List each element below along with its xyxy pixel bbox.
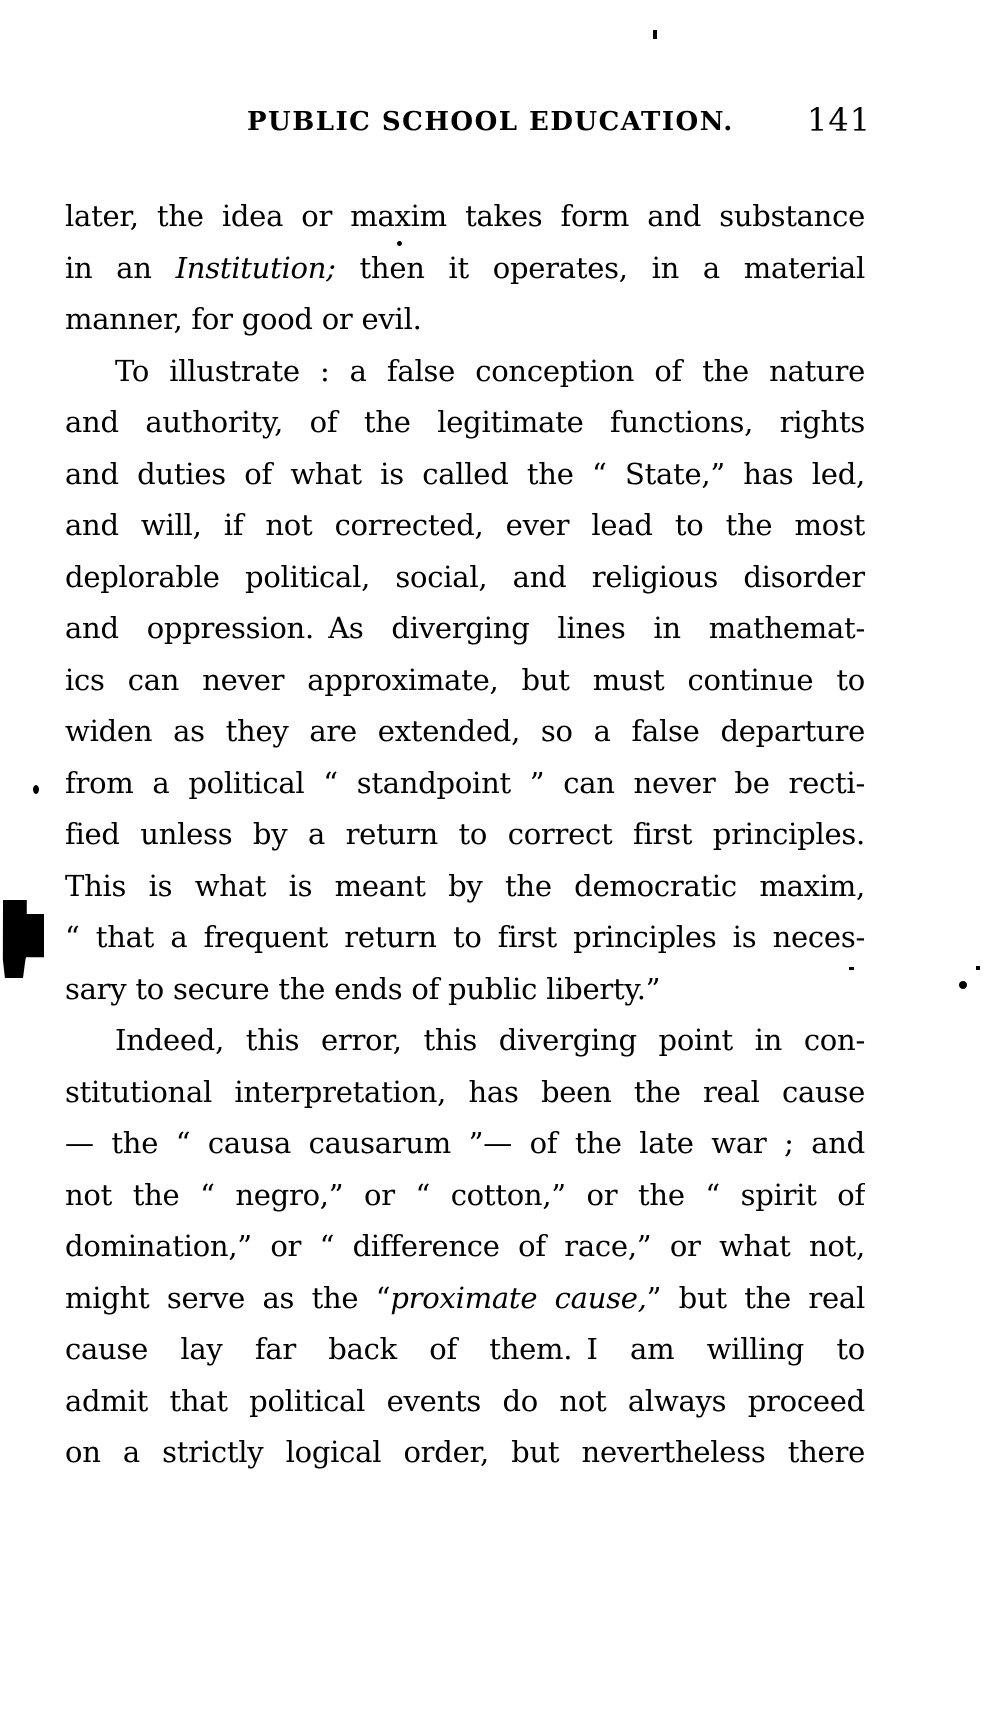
text-line [65,1273,865,1325]
text-line [65,706,865,758]
text-line [65,1376,865,1428]
text-line [65,1221,865,1273]
text-run: admit that political events do not always proceed [65,1383,865,1418]
text-line [65,1067,865,1119]
ink-speck-right-1 [849,967,854,970]
ink-blob-left-margin [2,898,44,978]
text-run: from a political “ standpoint ” can never be recti- [65,765,865,800]
text-line [65,861,865,913]
text-line [65,552,865,604]
text-run: and authority, of the legitimate functions, rights [65,405,865,439]
text-line [65,912,865,964]
text-line [65,449,865,501]
text-run: then it operates, in a material [335,250,865,285]
text-run: fied unless by a return to correct first principles. [65,817,865,851]
italic-text-run: Institution; [175,250,336,285]
text-run: To illustrate : a false conception of the nature [115,353,865,388]
text-run: widen as they are extended, so a false departure [65,714,865,748]
text-line [65,294,865,346]
text-run: sary to secure the ends of public liberty.” [65,971,661,1006]
running-head-title: PUBLIC SCHOOL EDUCATION. [247,107,734,137]
text-run: and oppression. As diverging lines in mathemat- [65,611,865,645]
italic-text-run: proximate cause, [390,1280,647,1315]
text-run: This is what is meant by the democratic maxim, [65,868,865,903]
text-run: might serve as the “ [65,1280,391,1315]
text-run: deplorable political, social, and religious disorder [65,559,865,594]
text-line [65,758,865,810]
ink-speck-right-2 [976,966,980,970]
text-line [65,1427,865,1479]
text-run: Indeed, this error, this diverging point in con- [115,1023,865,1057]
text-line [65,964,865,1016]
text-run: on a strictly logical order, but nevertheless there [65,1435,865,1469]
text-line [65,1170,865,1222]
ink-speck-top [653,30,657,39]
text-line [65,1324,865,1376]
page-number: 141 [807,101,872,139]
text-line [65,1015,865,1067]
text-run: not the “ negro,” or “ cotton,” or the “ spirit of [65,1177,865,1212]
text-line [65,500,865,552]
ink-speck-above-line2 [397,241,402,246]
text-run: domination,” or “ difference of race,” or what not, [65,1229,865,1263]
text-line [65,1118,865,1170]
body-text [65,191,865,1479]
text-line [65,191,865,243]
text-run: and duties of what is called the “ State,” has led, [65,456,865,491]
text-run: ” but the real [646,1280,865,1315]
text-run: “ that a frequent return to first principles is neces- [65,920,865,954]
text-run: ics can never approximate, but must continue to [65,662,865,697]
text-run: later, the idea or maxim takes form and substance [65,199,865,233]
ink-dot-right [959,981,967,989]
text-line [65,655,865,707]
text-run: cause lay far back of them. I am willing to [65,1332,865,1366]
text-run: stitutional interpretation, has been the real cause [65,1074,865,1109]
ink-speck-left-margin [33,785,39,794]
text-line [65,243,865,295]
text-line [65,809,865,861]
text-line [65,346,865,398]
text-run: in an [65,250,176,285]
text-run: — the “ causa causarum ”— of the late war ; and [65,1126,865,1160]
text-line [65,603,865,655]
text-line [65,397,865,449]
text-run: and will, if not corrected, ever lead to the most [65,508,865,542]
text-run: manner, for good or evil. [65,302,422,336]
